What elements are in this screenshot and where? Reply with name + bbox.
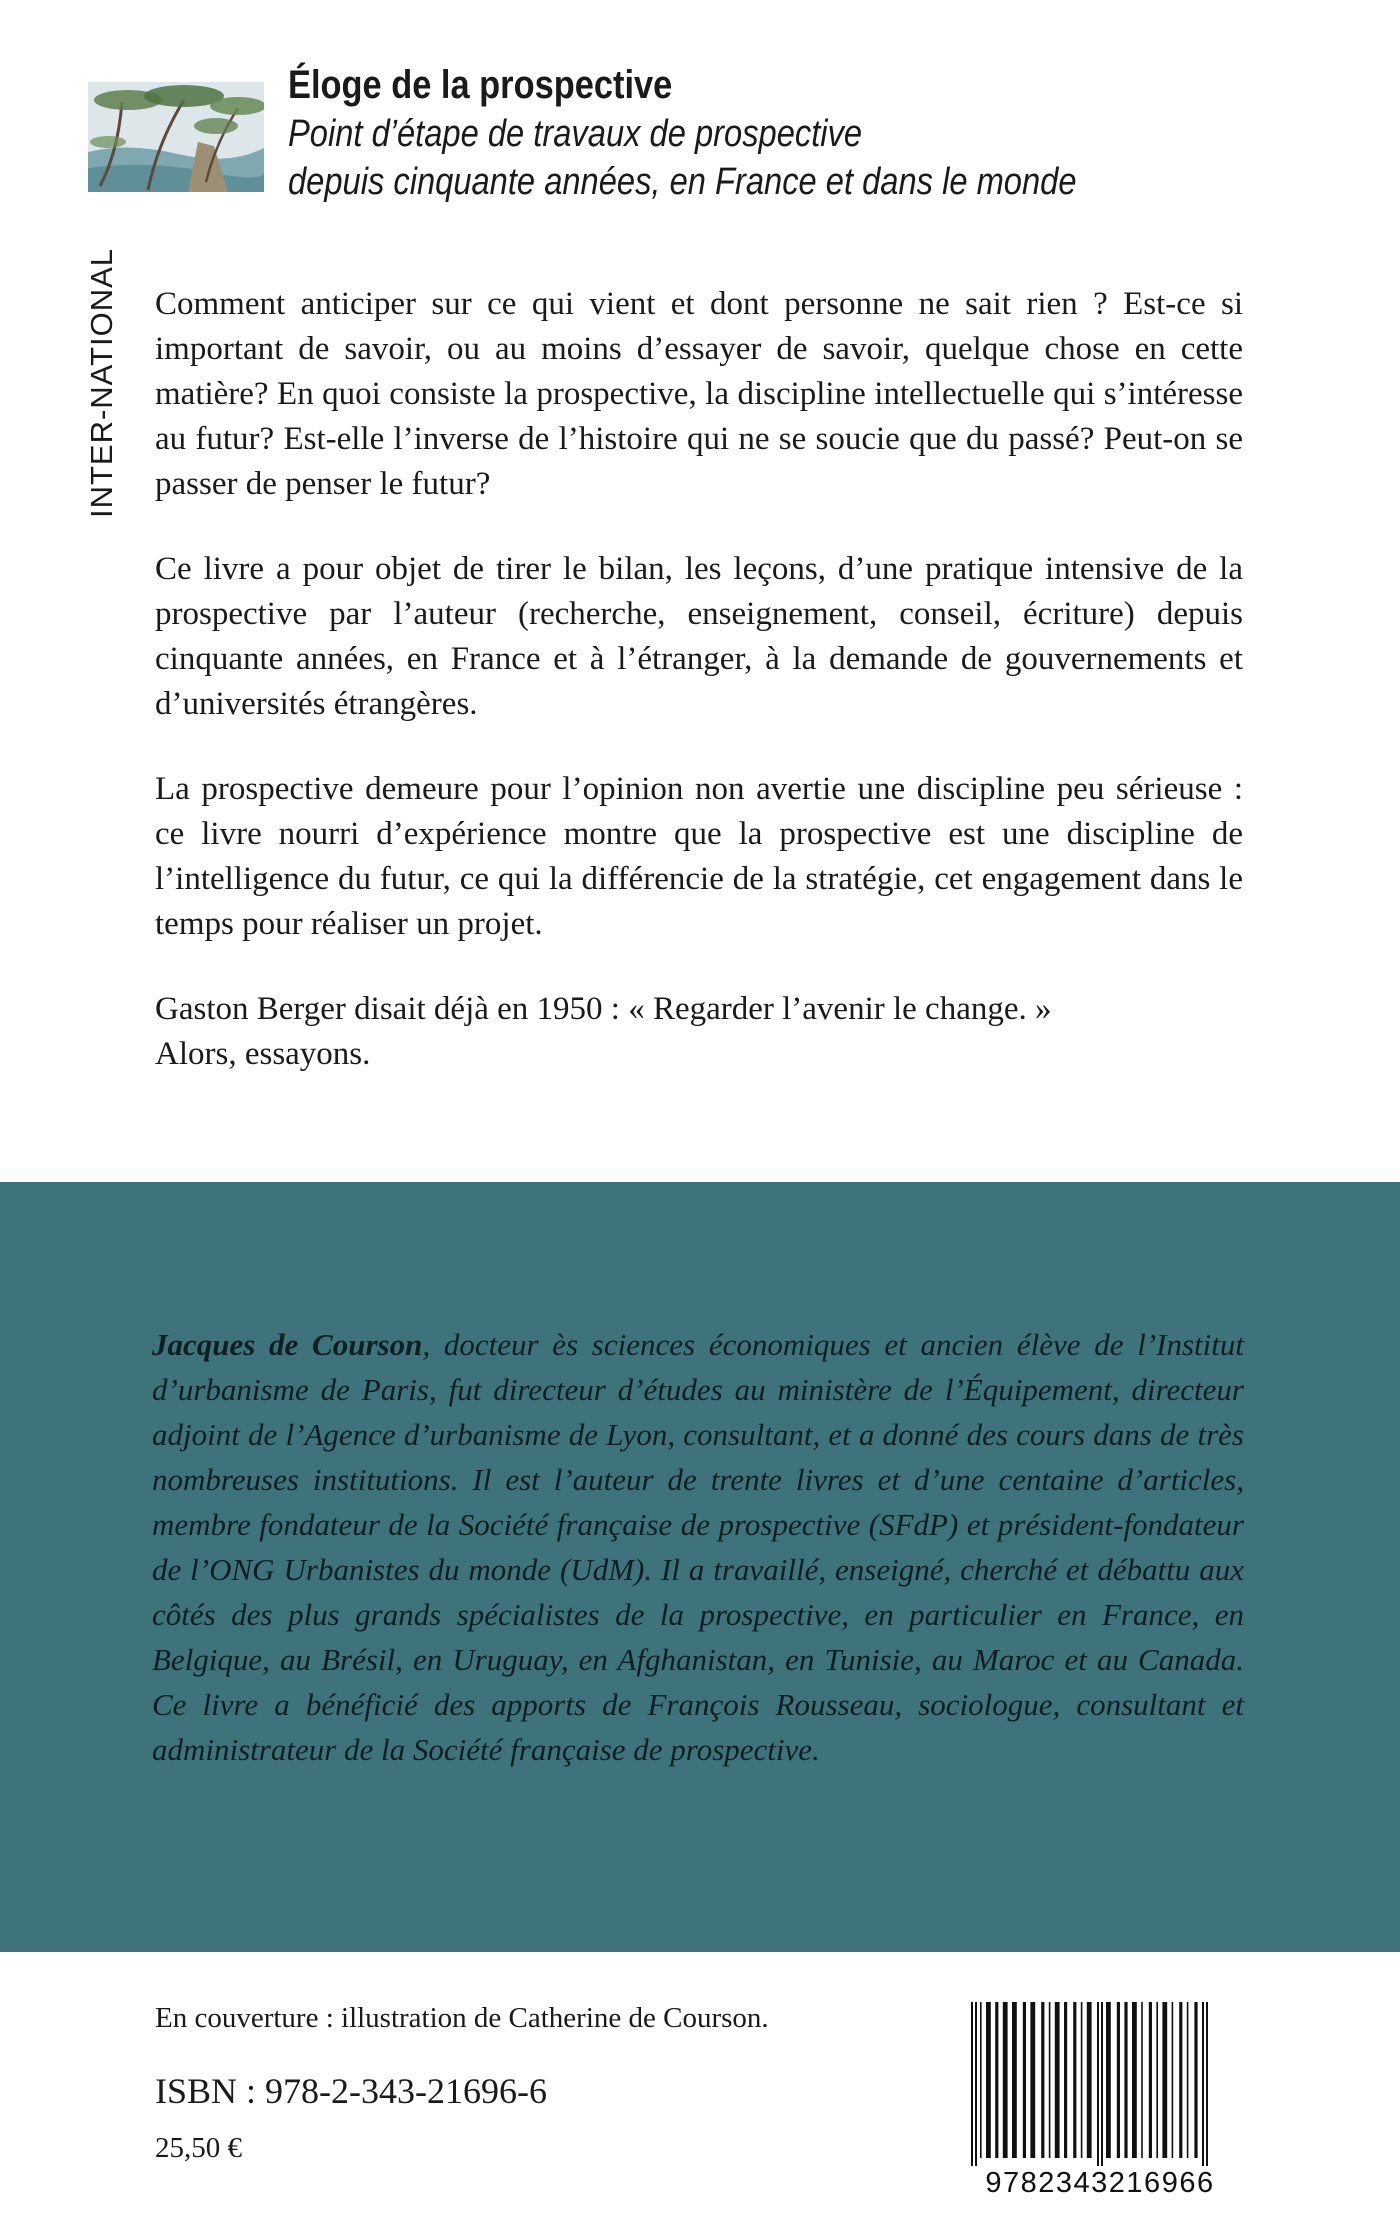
author-bio-text: , docteur ès sciences économiques et ancien élève de l’Institut d’urbanisme de Paris, fut directeur d’études au ministère de l’Équipement, directeur adjoint de l’Agence d’urbanisme de Lyon, consultant, et a donné des cours dans de très nombreuses institutions. Il est l’auteur de trente livres et d’une centaine d’articles, membre fondateur de la Société française de prospective (SFdP) et président-fondateur de l’ONG Urbanistes du monde (UdM). Il a travaillé, enseigné, cherché et débattu aux côtés des plus grands spécialistes de la prospective, en particulier en France, en Belgique, au Brésil, en Uruguay, en Afghanistan, en Tunisie, au Maroc et au Canada. Ce livre a bénéficié des apports de François Rousseau, sociologue, consultant et administrateur de la Société française de prospective. <box>152 1327 1245 1767</box>
book-subtitle-line-1: Point d’étape de travaux de prospective <box>288 113 863 155</box>
series-label-text: INTER-NATIONAL <box>84 247 119 519</box>
barcode-bar <box>1179 2002 1182 2158</box>
barcode-bar <box>1206 2002 1208 2166</box>
barcode-bar <box>1162 2002 1167 2158</box>
book-blurb <box>155 282 1243 1117</box>
barcode-bar <box>1064 2002 1067 2158</box>
author-name: Jacques de Courson <box>152 1327 423 1362</box>
barcode-bar <box>1003 2002 1008 2158</box>
barcode-bar <box>1141 2002 1143 2158</box>
barcode-bar <box>1106 2002 1111 2158</box>
barcode-bar <box>1172 2002 1174 2158</box>
barcode-bar <box>986 2002 991 2158</box>
book-header <box>288 60 1348 206</box>
barcode-bar <box>1041 2002 1044 2158</box>
price: 25,50 € <box>155 2132 242 2164</box>
barcode-bars <box>971 2002 1208 2166</box>
barcode-number: 9782343216966 <box>985 2167 1215 2199</box>
barcode-bar <box>971 2002 973 2166</box>
barcode-bar <box>1202 2002 1204 2166</box>
barcode-bar <box>995 2002 998 2158</box>
barcode-bar <box>1030 2002 1035 2158</box>
barcode-bar <box>1124 2002 1127 2158</box>
barcode-bar <box>1156 2002 1158 2158</box>
barcode-bar <box>1149 2002 1152 2158</box>
cover-illustration-thumbnail <box>88 82 264 192</box>
barcode-bar <box>1194 2002 1197 2158</box>
blurb-paragraph-2: Ce livre a pour objet de tirer le bilan, les leçons, d’une pratique intensive de la prospective par l’auteur (recherche, enseignement, conseil, écriture) depuis cinquante années, en France et à l’étranger, à la demande de gouvernements et d’universités étrangères. <box>155 551 1243 722</box>
barcode-bar <box>1132 2002 1137 2158</box>
blurb-quote-line: Gaston Berger disait déjà en 1950 : « Regarder l’avenir le change. » <box>155 991 1052 1027</box>
barcode-bar <box>1012 2002 1017 2158</box>
book-subtitle-line-2: depuis cinquante années, en France et dans le monde <box>288 161 1077 203</box>
cover-credit: En couverture : illustration de Catherine de Courson. <box>155 2002 769 2034</box>
blurb-paragraph-3: La prospective demeure pour l’opinion non avertie une discipline peu sérieuse : ce livre nourri d’expérience montre que la prospective est une discipline de l’intelligence du futur, ce qui la différencie de la stratégie, cet engagement dans le temps pour réaliser un projet. <box>155 771 1243 942</box>
barcode-bar <box>1073 2002 1076 2158</box>
barcode-bar <box>975 2002 977 2166</box>
author-bio-band <box>0 1182 1400 1952</box>
barcode-bar <box>1049 2002 1051 2158</box>
author-bio <box>152 1322 1244 1772</box>
barcode-bar <box>1023 2002 1026 2158</box>
barcode-bar <box>1187 2002 1189 2158</box>
book-title: Éloge de la prospective <box>288 63 673 107</box>
isbn: ISBN : 978-2-343-21696-6 <box>155 2071 547 2111</box>
barcode-bar <box>1055 2002 1060 2158</box>
watercolor-seascape-image <box>88 82 264 192</box>
barcode-bar <box>1097 2002 1099 2166</box>
barcode <box>965 1994 1235 2199</box>
blurb-paragraph-1: Comment anticiper sur ce qui vient et dont personne ne sait rien ? Est-ce si important de savoir, ou au moins d’essayer de savoir, quelque chose en cette matière? En quoi consiste la prospective, la discipline intellectuelle qui s’intéresse au futur? Est-elle l’inverse de l’histoire qui ne se soucie que du passé? Peut-on se passer de penser le futur? <box>155 286 1243 502</box>
barcode-bar <box>1087 2002 1092 2158</box>
barcode-bar <box>1117 2002 1120 2158</box>
series-label <box>82 228 122 538</box>
blurb-closing-line: Alors, essayons. <box>155 1036 371 1072</box>
barcode-bar <box>1081 2002 1083 2158</box>
barcode-bar <box>980 2002 982 2158</box>
blurb-paragraph-4 <box>155 987 1243 1077</box>
barcode-bar <box>1101 2002 1103 2166</box>
